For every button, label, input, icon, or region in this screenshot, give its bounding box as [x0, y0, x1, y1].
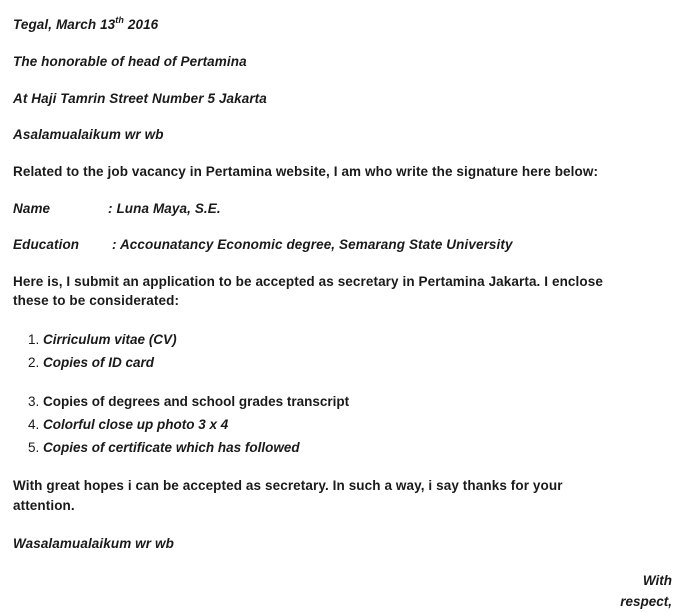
letter-date [13, 16, 158, 34]
list-item [28, 439, 300, 457]
list-number: 3. [28, 394, 40, 409]
closing-block [620, 570, 672, 612]
list-text: Copies of ID card [43, 355, 155, 370]
date-ordinal-suffix: th [115, 14, 124, 25]
list-item [28, 393, 349, 411]
date-text: Tegal, March 13 [13, 17, 116, 32]
list-number: 5. [28, 440, 40, 455]
recipient-line-2: At Haji Tamrin Street Number 5 Jakarta [13, 91, 267, 106]
list-text: Cirriculum vitae (CV) [43, 332, 177, 347]
list-number: 2. [28, 355, 40, 370]
field-education-row [13, 236, 79, 254]
list-text: Copies of certificate which has followed [43, 440, 300, 455]
list-number: 4. [28, 417, 40, 432]
greeting: Asalamualaikum wr wb [13, 127, 164, 142]
field-education-label: Education [13, 237, 80, 252]
list-text: Copies of degrees and school grades transcript [43, 394, 350, 409]
field-name-value: : Luna Maya, S.E. [108, 201, 221, 216]
date-year: 2016 [124, 17, 159, 32]
hope-line-1: With great hopes i can be accepted as secretary. In such a way, i say thanks for your [13, 478, 563, 493]
intro-paragraph: Related to the job vacancy in Pertamina website, I am who write the signature here below: [13, 164, 599, 179]
recipient-line-1: The honorable of head of Pertamina [13, 54, 247, 69]
field-name-row [13, 200, 50, 218]
list-item [28, 354, 154, 372]
list-item [28, 331, 177, 349]
application-line-1: Here is, I submit an application to be accepted as secretary in Pertamina Jakarta. I enclose [13, 274, 603, 289]
list-item [28, 416, 228, 434]
field-education-value: : Accounatancy Economic degree, Semarang State University [112, 237, 513, 252]
farewell: Wasalamualaikum wr wb [13, 536, 174, 551]
field-name-label: Name [13, 201, 51, 216]
hope-line-2: attention. [13, 498, 75, 513]
closing-line-2: respect, [620, 594, 672, 609]
closing-line-1: With [642, 573, 672, 588]
list-text: Colorful close up photo 3 x 4 [43, 417, 229, 432]
application-line-2: these to be considerated: [13, 293, 180, 308]
list-number: 1. [28, 332, 40, 347]
